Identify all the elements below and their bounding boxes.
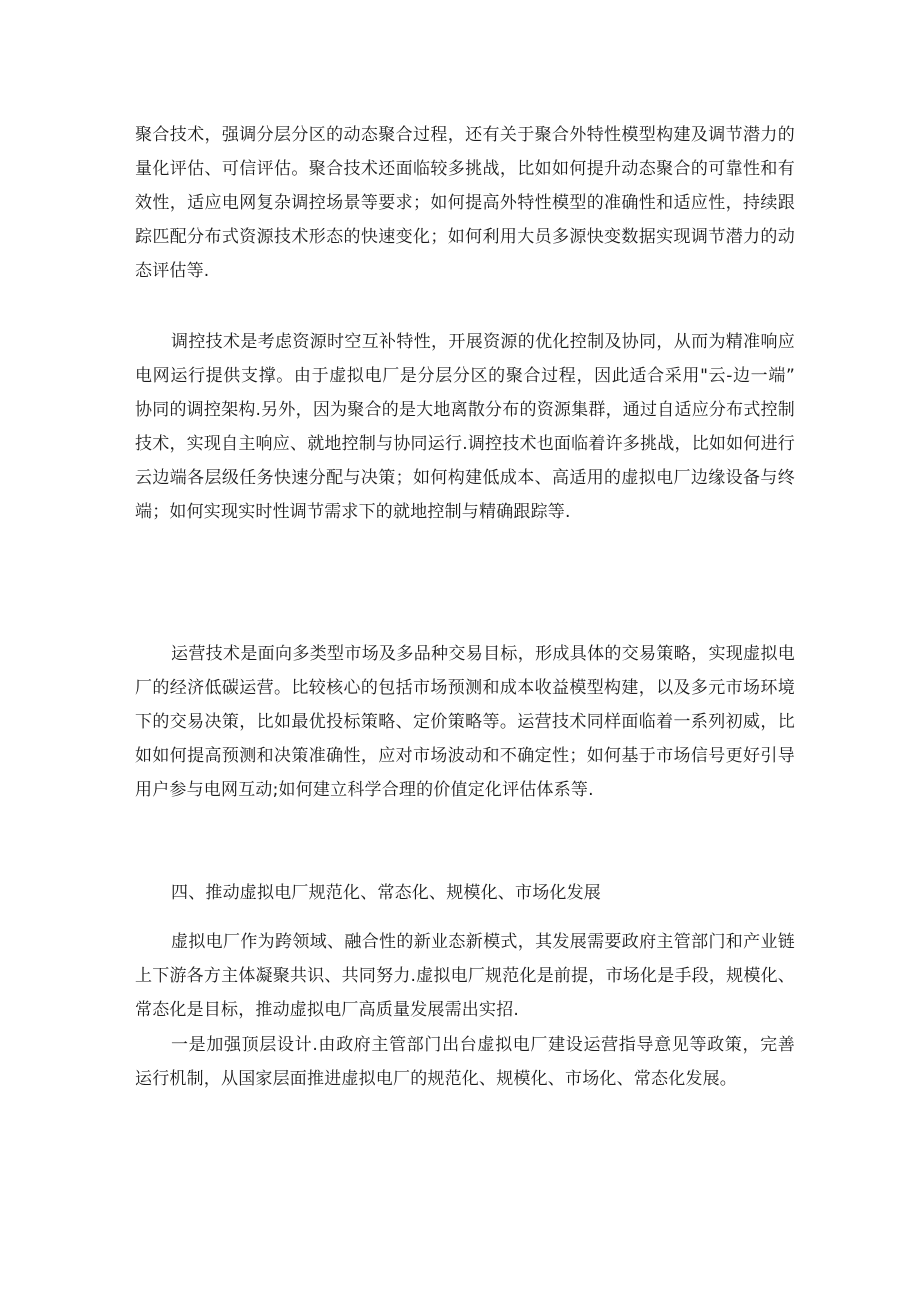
paragraph-top-level-design: 一是加强顶层设计.由政府主管部门出台虚拟电厂建设运营指导意见等政策，完善运行机制，从国家层面推进虚拟电厂的规范化、规模化、市场化、常态化发展。	[135, 1035, 795, 1089]
paragraph-aggregation-tech: 聚合技术，强调分层分区的动态聚合过程，还有关于聚合外特性模型构建及调节潜力的量化评估、可信评估。聚合技术还面临较多挑战，比如如何提升动态聚合的可靠性和有效性，适应电网复杂调控场景等要求；如何提高外特性模型的准确性和适应性，持续跟踪匹配分布式资源技术形态的快速变化；如何利用大员多源快变数据实现调节潜力的动态评估等.	[135, 125, 795, 281]
section-heading: 四、推动虚拟电厂规范化、常态化、规模化、市场化发展	[171, 883, 601, 903]
paragraph-control-tech: 调控技术是考虑资源时空互补特性，开展资源的优化控制及协同，从而为精准响应电网运行提供支撑。由于虚拟电厂是分层分区的聚合过程，因此适合采用"云-边一端” 协同的调控架构.另外，因为聚合的是大地离散分布的资源集群，通过自适应分布式控制技术，实现自主响应、就地控制与协同运行.调控技术也面临着许多挑战，比如如何进行云边端各层级任务快速分配与决策；如何构建低成本、高适用的虚拟电厂边缘设备与终端；如何实现实时性调节需求下的就地控制与精确跟踪等.	[135, 332, 795, 522]
paragraph-operation-tech: 运营技术是面向多类型市场及多品种交易目标，形成具体的交易策略，实现虚拟电厂的经济低碳运营。比较核心的包括市场预测和成本收益模型构建，以及多元市场环境下的交易决策，比如最优投标策略、定价策略等。运营技术同样面临着一系列初威，比如如何提高预测和决策准确性，应对市场波动和不确定性；如何基于市场信号更好引导用户参与电网互动;如何建立科学合理的价值定化评估体系等.	[135, 644, 795, 800]
paragraph-development-overview: 虚拟电厂作为跨领域、融合性的新业态新模式，其发展需要政府主管部门和产业链上下游各方主体凝聚共识、共同努力.虚拟电厂规范化是前提，市场化是手段，规模化、常态化是目标，推动虚拟电厂高质量发展需出实招.	[135, 932, 795, 1020]
